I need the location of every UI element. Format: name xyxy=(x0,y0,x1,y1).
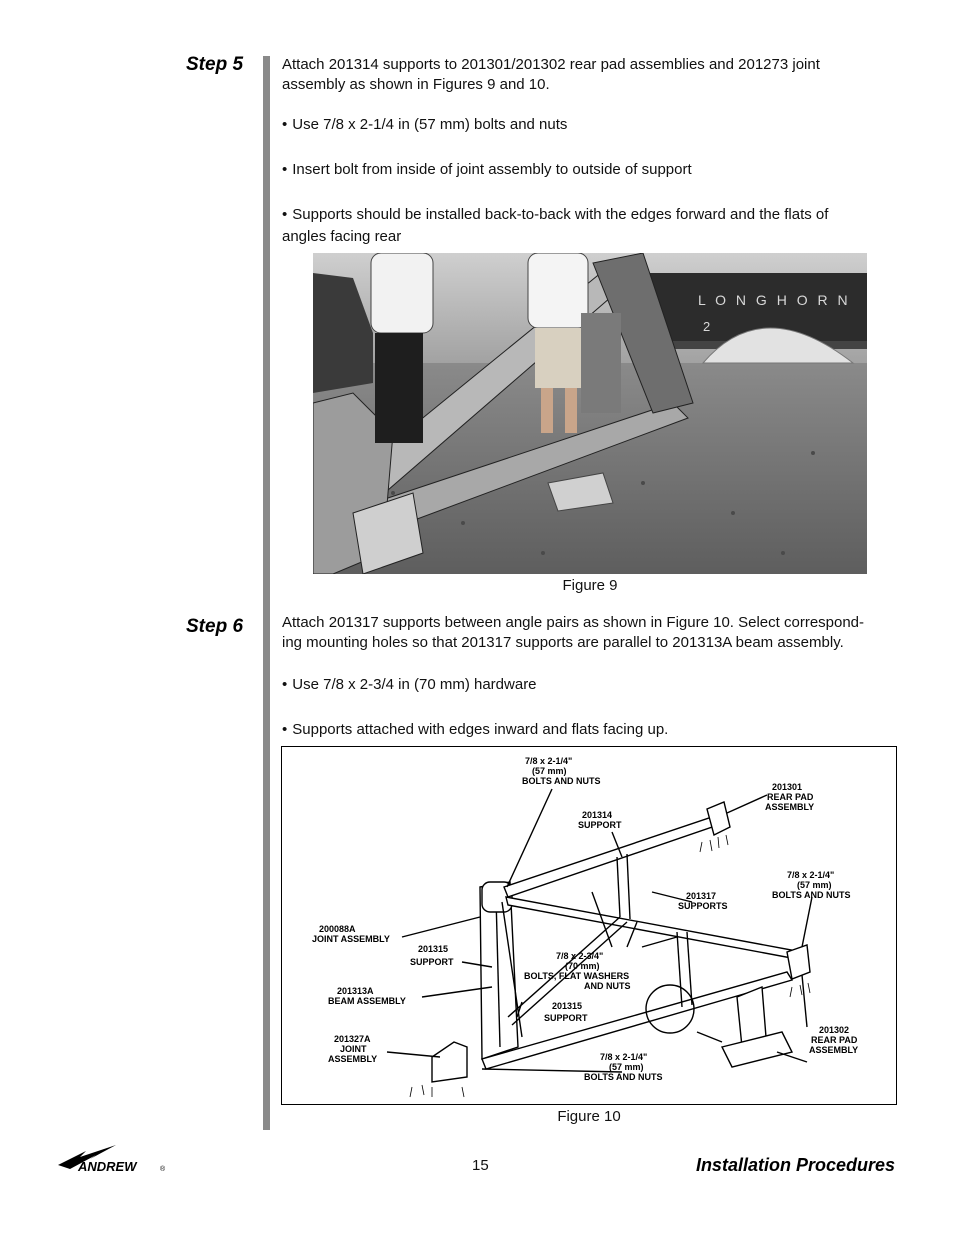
figure9-caption: Figure 9 xyxy=(562,577,618,594)
label-supports317-2: SUPPORTS xyxy=(678,901,728,911)
label-bolts-mid-4: AND NUTS xyxy=(584,981,631,991)
step5-bullet1-text: Use 7/8 x 2-1/4 in (57 mm) bolts and nuts xyxy=(292,116,568,133)
step5-intro xyxy=(282,55,902,95)
label-support315b-2: SUPPORT xyxy=(544,1013,588,1023)
label-bolts-bottom-1: 7/8 x 2-1/4" xyxy=(600,1052,648,1062)
label-beam313-2: BEAM ASSEMBLY xyxy=(328,996,406,1006)
photo-sign-sub: 2 xyxy=(703,319,711,334)
step5-bullet3 xyxy=(282,205,902,247)
photo-sign-text: L O N G H O R N xyxy=(698,292,851,308)
label-bolts-right-1: 7/8 x 2-1/4" xyxy=(787,870,835,880)
logo-registered: ® xyxy=(160,1166,166,1173)
figure10-diagram xyxy=(281,746,897,1105)
label-bolts-mid-3: BOLTS, FLAT WASHERS xyxy=(524,971,630,981)
label-bolts-mid-1: 7/8 x 2-3/4" xyxy=(556,951,604,961)
label-rearpad301-2: REAR PAD xyxy=(767,792,814,802)
label-joint327-3: ASSEMBLY xyxy=(328,1054,378,1064)
label-support314-2: SUPPORT xyxy=(578,820,622,830)
figure9-photo xyxy=(313,253,867,574)
step6-bullet2 xyxy=(282,720,902,740)
label-beam313-1: 201313A xyxy=(337,986,374,996)
label-support315a-1: 201315 xyxy=(418,944,449,954)
step5-intro-line1: Attach 201314 supports to 201301/201302 rear pad assemblies and 201273 joint xyxy=(282,56,820,73)
step6-intro-line2: ing mounting holes so that 201317 supports are parallel to 201313A beam assembly. xyxy=(282,634,844,651)
label-bolts-top-2: (57 mm) xyxy=(532,766,567,776)
step5-bullet1 xyxy=(282,115,902,135)
step5-label: Step 5 xyxy=(186,54,244,75)
step6-bullet1 xyxy=(282,675,902,695)
step6-intro xyxy=(282,613,902,653)
label-bolts-top-1: 7/8 x 2-1/4" xyxy=(525,756,573,766)
step5-bullet2-text: Insert bolt from inside of joint assembly to outside of support xyxy=(292,161,692,178)
label-joint088-1: 200088A xyxy=(319,924,356,934)
step5-intro-line2: assembly as shown in Figures 9 and 10. xyxy=(282,76,550,93)
figure10-svg xyxy=(282,747,896,1104)
label-support315a-2: SUPPORT xyxy=(410,957,454,967)
label-joint327-1: 201327A xyxy=(334,1034,371,1044)
label-support315b-1: 201315 xyxy=(552,1001,583,1011)
label-joint327-2: JOINT xyxy=(340,1044,367,1054)
label-bolts-top-3: BOLTS AND NUTS xyxy=(522,776,601,786)
andrew-logo-mark xyxy=(56,1143,170,1175)
margin-bar xyxy=(263,56,270,1130)
step5-bullet3-line1-text: Supports should be installed back-to-back with the edges forward and the flats of xyxy=(292,206,829,223)
label-bolts-bottom-2: (57 mm) xyxy=(609,1062,644,1072)
logo-text: ANDREW xyxy=(78,1159,137,1174)
step5-bullet2 xyxy=(282,160,902,180)
label-rearpad302-3: ASSEMBLY xyxy=(809,1045,859,1055)
andrew-logo xyxy=(56,1143,170,1175)
label-rearpad301-1: 201301 xyxy=(772,782,803,792)
label-rearpad302-1: 201302 xyxy=(819,1025,850,1035)
label-rearpad302-2: REAR PAD xyxy=(811,1035,858,1045)
figure10-caption: Figure 10 xyxy=(557,1108,621,1125)
page-number: 15 xyxy=(472,1157,489,1174)
label-support314-1: 201314 xyxy=(582,810,613,820)
step6-bullet2-text: Supports attached with edges inward and flats facing up. xyxy=(292,721,669,738)
label-bolts-mid-2: (70 mm) xyxy=(565,961,600,971)
figure9-illustration xyxy=(313,253,867,574)
step5-bullet3-line2: angles facing rear xyxy=(282,228,402,245)
label-joint088-2: JOINT ASSEMBLY xyxy=(312,934,390,944)
section-title: Installation Procedures xyxy=(695,1155,895,1175)
label-bolts-bottom-3: BOLTS AND NUTS xyxy=(584,1072,663,1082)
step6-label: Step 6 xyxy=(186,616,244,637)
label-rearpad301-3: ASSEMBLY xyxy=(765,802,815,812)
label-supports317-1: 201317 xyxy=(686,891,717,901)
step6-bullet1-text: Use 7/8 x 2-3/4 in (70 mm) hardware xyxy=(292,676,537,693)
label-bolts-right-2: (57 mm) xyxy=(797,880,832,890)
label-bolts-right-3: BOLTS AND NUTS xyxy=(772,890,851,900)
step6-intro-line1: Attach 201317 supports between angle pairs as shown in Figure 10. Select correspond- xyxy=(282,614,865,631)
step5-bullet3-line1 xyxy=(282,205,902,225)
